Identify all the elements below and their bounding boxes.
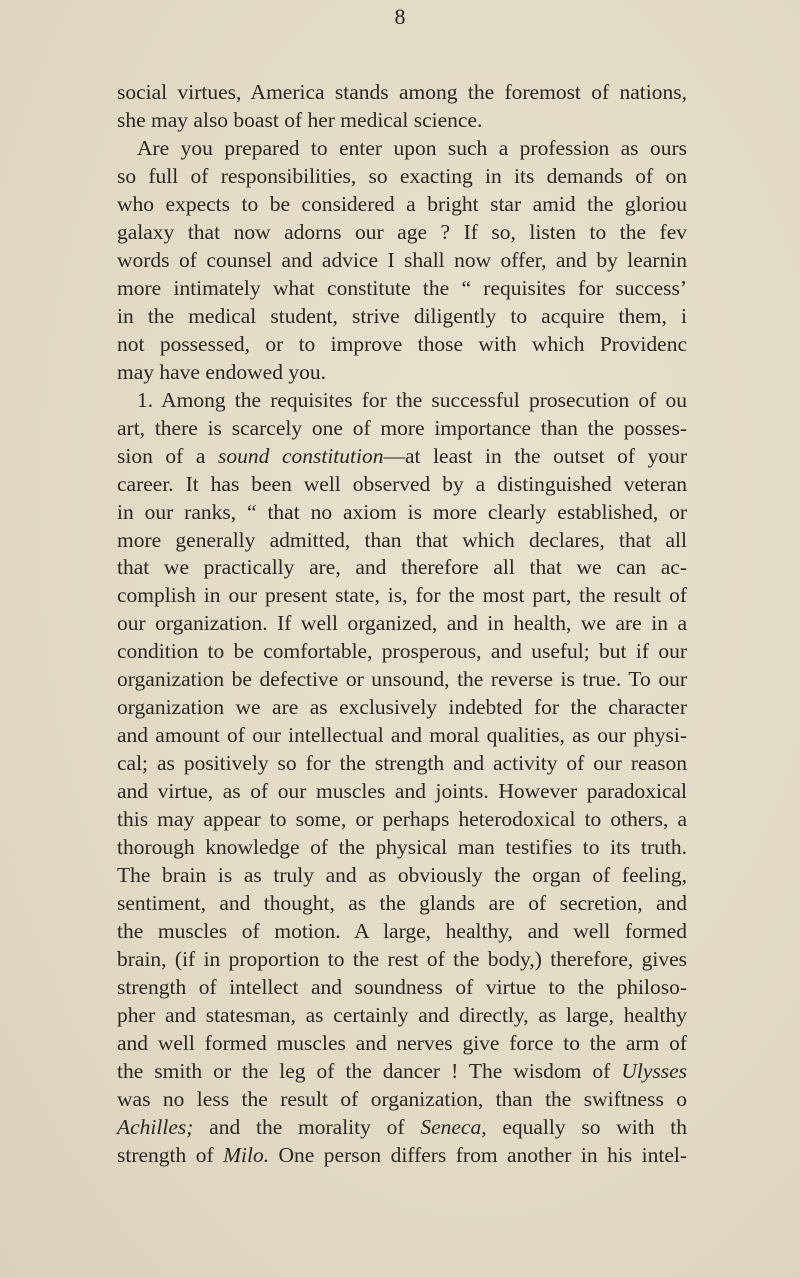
text-segment: and virtue, as of our muscles and joints. However paradoxical [117,779,687,804]
text-segment: may have endowed you. [117,359,326,384]
text-line-content [137,136,687,160]
text-line-content [117,80,687,104]
text-line-content [117,416,687,440]
text-line-content [117,751,687,775]
text-line-content [117,332,687,356]
text-line [117,471,687,499]
text-segment: she may also boast of her medical science. [117,107,483,132]
text-segment: more intimately what constitute the “ requisites for success’ [117,275,687,300]
text-line-content [117,108,482,132]
text-segment: in our ranks, “ that no axiom is more clearly established, or [117,499,687,524]
text-segment: equally so with th [486,1114,687,1139]
text-line [117,1086,687,1114]
text-line [117,834,687,862]
text-line [117,1030,687,1058]
text-segment: our organization. If well organized, and in health, we are in a [117,611,687,636]
italic-text: Milo. [223,1142,270,1167]
text-line-content [117,723,687,747]
text-line [117,778,687,806]
text-segment: sion of a [117,443,219,468]
text-line-content [117,1003,687,1027]
italic-text: Seneca, [420,1114,487,1139]
text-line-content [117,248,687,272]
text-segment: Are you prepared to enter upon such a profession as ours [137,135,687,160]
text-line [117,303,687,331]
text-line-content [117,1115,687,1139]
text-segment: strength of [117,1142,224,1167]
text-line-content [117,192,687,216]
text-line [117,610,687,638]
text-line [117,499,687,527]
text-line [117,387,687,415]
text-line [117,135,687,163]
text-segment: organization be defective or unsound, the reverse is true. To our [117,667,687,692]
text-line [117,331,687,359]
text-line-content [117,500,687,524]
text-line [117,806,687,834]
page-number: 8 [394,4,406,29]
text-segment: sentiment, and thought, as the glands are of secretion, and [117,891,687,916]
text-line [117,1114,687,1142]
text-line [117,694,687,722]
text-line-content [117,695,687,719]
text-segment: not possessed, or to improve those with which Providenc [117,331,687,356]
text-line [117,722,687,750]
text-line [117,219,687,247]
text-line [117,163,687,191]
text-line [117,862,687,890]
text-segment: social virtues, America stands among the foremost of nations, [117,80,687,104]
text-line [117,1058,687,1086]
text-line-content [117,444,687,468]
text-line-content [117,863,687,887]
text-line-content [117,276,687,300]
text-line [117,1142,687,1170]
text-line [117,247,687,275]
text-line-content [117,528,687,552]
text-line [117,918,687,946]
text-line-content [117,220,687,244]
text-line [117,191,687,219]
text-line-content [117,947,687,971]
text-line-content [117,891,687,915]
text-line-content [117,1087,687,1111]
text-segment: in the medical student, strive diligently to acquire them, i [117,303,687,328]
text-line-content [117,779,687,803]
text-line [117,582,687,610]
text-line-content [117,807,687,831]
text-line [117,554,687,582]
text-line [117,415,687,443]
text-segment: that we practically are, and therefore all that we can ac- [117,555,687,580]
text-line-content [117,555,687,579]
text-line [117,359,687,387]
text-segment: art, there is scarcely one of more importance than the posses- [117,415,687,440]
text-segment: and amount of our intellectual and moral qualities, as our physi- [117,723,687,748]
text-line-content [137,388,687,412]
text-segment: and well formed muscles and nerves give force to the arm of [117,1030,687,1055]
text-line-content [117,583,687,607]
text-line-content [117,667,687,691]
text-line-content [117,360,326,384]
text-segment: strength of intellect and soundness of virtue to the philoso- [117,975,687,999]
text-line [117,79,687,107]
text-segment: condition to be comfortable, prosperous, and useful; but if our [117,639,687,664]
text-line-content [117,835,687,859]
text-line-content [117,919,687,943]
text-line-content [117,1143,687,1167]
text-segment: cal; as positively so for the strength and activity of our reason [117,751,687,776]
text-line [117,666,687,694]
text-segment: career. It has been well observed by a distinguished veteran [117,471,687,496]
italic-text: Ulysses [621,1058,687,1083]
text-line [117,107,687,135]
text-segment: words of counsel and advice I shall now offer, and by learnin [117,247,687,272]
text-segment: who expects to be considered a bright star amid the gloriou [117,191,687,216]
text-line [117,750,687,778]
text-line-content [117,1059,687,1083]
text-segment: complish in our present state, is, for the most part, the result of [117,583,687,608]
text-segment: organization we are as exclusively indebted for the character [117,695,687,720]
text-line-content [117,472,687,496]
text-line [117,527,687,555]
text-line-content [117,639,687,663]
italic-text: Achilles; [117,1114,194,1139]
text-line [117,890,687,918]
text-line-content [117,975,687,999]
text-segment: brain, (if in proportion to the rest of the body,) therefore, gives [117,947,687,972]
text-line [117,275,687,303]
text-line [117,638,687,666]
text-line [117,974,687,1002]
text-segment: galaxy that now adorns our age ? If so, listen to the fev [117,219,687,244]
text-segment: pher and statesman, as certainly and directly, as large, healthy [117,1002,687,1027]
text-segment: was no less the result of organization, than the swiftness o [117,1086,687,1111]
text-line [117,443,687,471]
italic-text: sound constitution [218,443,384,468]
text-segment: the smith or the leg of the dancer ! The wisdom of [117,1058,622,1083]
text-segment: thorough knowledge of the physical man testifies to its truth. [117,835,687,860]
text-line-content [117,304,687,328]
text-segment: this may appear to some, or perhaps heterodoxical to others, a [117,807,687,832]
text-segment: One person differs from another in his intel- [269,1142,688,1167]
text-segment: and the morality of [193,1114,421,1139]
text-segment: —at least in the outset of your [383,443,687,468]
text-segment: more generally admitted, than that which declares, that all [117,527,687,552]
body-text [117,79,687,1170]
text-line [117,1002,687,1030]
text-line-content [117,1031,687,1055]
text-line-content [117,164,687,188]
text-segment: so full of responsibilities, so exacting in its demands of on [117,163,687,188]
text-line [117,946,687,974]
text-segment: the muscles of motion. A large, healthy, and well formed [117,919,687,944]
text-segment: 1. Among the requisites for the successful prosecution of ou [137,387,687,412]
text-line-content [117,611,687,635]
text-segment: The brain is as truly and as obviously the organ of feeling, [117,863,687,888]
